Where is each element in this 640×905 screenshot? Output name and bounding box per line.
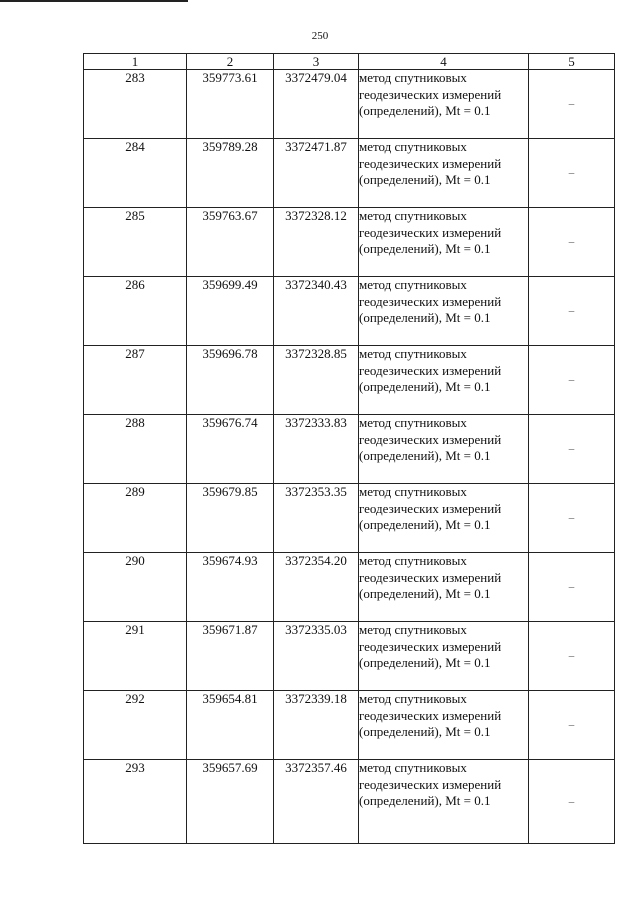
- coordinate-x: 359696.78: [187, 346, 274, 415]
- method-description: метод спутниковых геодезических измерений (определений), Mt = 0.1: [359, 415, 529, 484]
- table-row: [84, 622, 615, 691]
- note-dash: –: [529, 622, 615, 691]
- column-header-1: 1: [84, 54, 187, 70]
- point-number: 288: [84, 415, 187, 484]
- method-description: метод спутниковых геодезических измерений (определений), Mt = 0.1: [359, 760, 529, 844]
- method-description: метод спутниковых геодезических измерений (определений), Mt = 0.1: [359, 622, 529, 691]
- coordinate-x: 359657.69: [187, 760, 274, 844]
- point-number: 284: [84, 139, 187, 208]
- method-description: метод спутниковых геодезических измерений (определений), Mt = 0.1: [359, 277, 529, 346]
- method-description: метод спутниковых геодезических измерений (определений), Mt = 0.1: [359, 70, 529, 139]
- coordinate-y: 3372339.18: [274, 691, 359, 760]
- coordinate-x: 359699.49: [187, 277, 274, 346]
- note-dash: –: [529, 346, 615, 415]
- table-row: [84, 484, 615, 553]
- coordinate-x: 359679.85: [187, 484, 274, 553]
- table-body: [84, 70, 615, 844]
- coordinate-x: 359773.61: [187, 70, 274, 139]
- point-number: 291: [84, 622, 187, 691]
- note-dash: –: [529, 553, 615, 622]
- point-number: 290: [84, 553, 187, 622]
- point-number: 293: [84, 760, 187, 844]
- table-row: [84, 415, 615, 484]
- point-number: 286: [84, 277, 187, 346]
- table-header-row: [84, 54, 615, 70]
- coordinate-y: 3372353.35: [274, 484, 359, 553]
- table-row: [84, 70, 615, 139]
- coordinate-y: 3372340.43: [274, 277, 359, 346]
- method-description: метод спутниковых геодезических измерений (определений), Mt = 0.1: [359, 139, 529, 208]
- column-header-2: 2: [187, 54, 274, 70]
- method-description: метод спутниковых геодезических измерений (определений), Mt = 0.1: [359, 553, 529, 622]
- coordinate-y: 3372333.83: [274, 415, 359, 484]
- point-number: 289: [84, 484, 187, 553]
- note-dash: –: [529, 484, 615, 553]
- table-row: [84, 691, 615, 760]
- column-header-3: 3: [274, 54, 359, 70]
- method-description: метод спутниковых геодезических измерений (определений), Mt = 0.1: [359, 346, 529, 415]
- note-dash: –: [529, 415, 615, 484]
- column-header-4: 4: [359, 54, 529, 70]
- table-row: [84, 139, 615, 208]
- coordinate-y: 3372471.87: [274, 139, 359, 208]
- note-dash: –: [529, 208, 615, 277]
- point-number: 287: [84, 346, 187, 415]
- coordinate-x: 359654.81: [187, 691, 274, 760]
- coordinate-x: 359676.74: [187, 415, 274, 484]
- point-number: 283: [84, 70, 187, 139]
- coordinate-y: 3372354.20: [274, 553, 359, 622]
- note-dash: –: [529, 277, 615, 346]
- note-dash: –: [529, 139, 615, 208]
- coordinate-y: 3372328.85: [274, 346, 359, 415]
- table-row: [84, 760, 615, 844]
- table-row: [84, 277, 615, 346]
- note-dash: –: [529, 691, 615, 760]
- note-dash: –: [529, 760, 615, 844]
- coordinate-x: 359763.67: [187, 208, 274, 277]
- coordinate-y: 3372357.46: [274, 760, 359, 844]
- table-row: [84, 346, 615, 415]
- coordinates-table: [83, 53, 615, 844]
- column-header-5: 5: [529, 54, 615, 70]
- coordinate-y: 3372328.12: [274, 208, 359, 277]
- top-rule: [0, 0, 188, 2]
- method-description: метод спутниковых геодезических измерений (определений), Mt = 0.1: [359, 484, 529, 553]
- coordinate-x: 359789.28: [187, 139, 274, 208]
- coordinate-x: 359671.87: [187, 622, 274, 691]
- table-row: [84, 208, 615, 277]
- note-dash: –: [529, 70, 615, 139]
- method-description: метод спутниковых геодезических измерений (определений), Mt = 0.1: [359, 691, 529, 760]
- coordinate-x: 359674.93: [187, 553, 274, 622]
- point-number: 285: [84, 208, 187, 277]
- coordinate-y: 3372335.03: [274, 622, 359, 691]
- method-description: метод спутниковых геодезических измерений (определений), Mt = 0.1: [359, 208, 529, 277]
- table-row: [84, 553, 615, 622]
- page-number: 250: [311, 30, 329, 42]
- point-number: 292: [84, 691, 187, 760]
- coordinate-y: 3372479.04: [274, 70, 359, 139]
